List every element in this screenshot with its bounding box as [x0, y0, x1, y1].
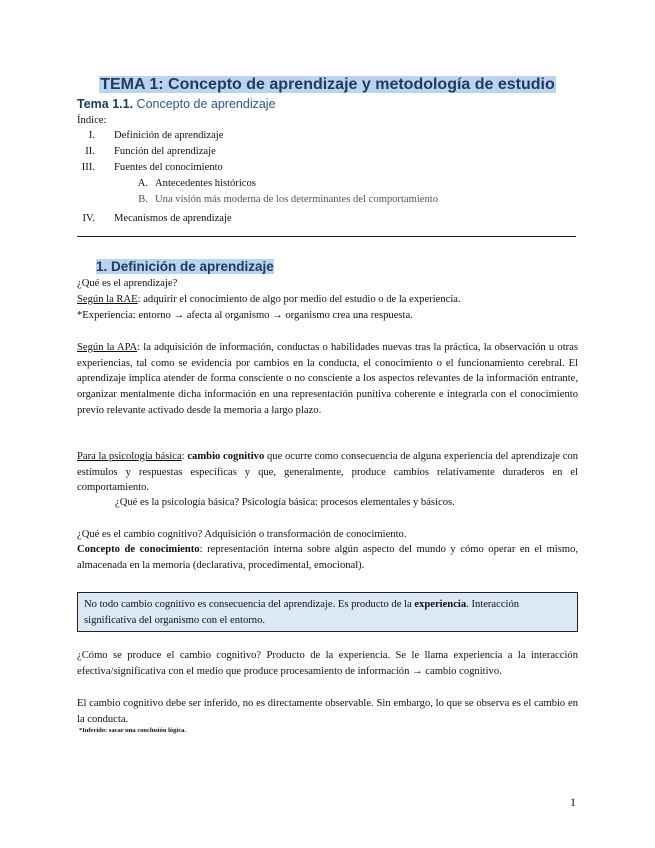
question-aprendizaje: ¿Qué es el aprendizaje? — [77, 278, 178, 289]
psico-question: ¿Qué es la psicología básica? Psicología básica: procesos elementales y básicos. — [115, 497, 455, 508]
index-num: III. — [81, 162, 95, 173]
apa-label: Según la APA — [77, 342, 138, 353]
index-item: Antecedentes históricos — [155, 178, 256, 189]
index-num: A. — [137, 178, 148, 189]
subtitle-label: Tema 1.1. — [77, 97, 134, 111]
psicologia-definition: Para la psicología básica: cambio cognitivo que ocurre como consecuencia de alguna experiencia del aprendizaje con estímulos y respuestas específicas y que, generalmente, produce cambios relativamente duraderos en el comportamiento. — [77, 451, 578, 494]
concepto-definition — [77, 542, 578, 573]
subtitle — [77, 97, 276, 111]
index-item: Mecanismos de aprendizaje — [114, 213, 232, 224]
page-title: TEMA 1: Concepto de aprendizaje y metodología de estudio — [100, 76, 555, 93]
rae-text: : adquirir el conocimiento de algo por medio del estudio o de la experiencia. — [137, 294, 461, 305]
subtitle-text: Concepto de aprendizaje — [136, 97, 276, 111]
como-paragraph: ¿Cómo se produce el cambio cognitivo? Producto de la experiencia. Se le llama experiencia a la interacción efectiva/significativa con el medio que produce procesamiento de información → cambio cognitivo. — [77, 650, 578, 677]
highlight-box: No todo cambio cognitivo es consecuencia del aprendizaje. Es producto de la experiencia. Interacción significativa del organismo con el entorno. — [77, 592, 578, 632]
inferido-paragraph: El cambio cognitivo debe ser inferido, no es directamente observable. Sin embargo, lo que se observa es el cambio en la conducta. — [77, 698, 578, 725]
experiencia-note: *Experiencia: entorno → afecta al organismo → organismo crea una respuesta. — [77, 310, 413, 321]
divider — [77, 236, 576, 237]
index-num: II. — [85, 146, 95, 157]
section-heading: 1. Definición de aprendizaje — [96, 259, 274, 274]
index-num: I. — [88, 130, 95, 141]
cambio-question: ¿Qué es el cambio cognitivo? Adquisición o transformación de conocimiento. — [77, 529, 407, 540]
concepto-label: Concepto de conocimiento — [77, 544, 200, 555]
rae-definition — [77, 293, 461, 307]
index-label: Índice: — [77, 115, 107, 126]
index-item: Función del aprendizaje — [114, 146, 216, 157]
index-num: B. — [138, 194, 148, 205]
box-bold: experiencia — [414, 599, 467, 610]
index-item: Una visión más moderna de los determinantes del comportamiento — [155, 194, 439, 205]
apa-definition — [77, 340, 578, 419]
apa-text: : la adquisición de información, conductas o habilidades nuevas tras la práctica, la observación u otras experiencias, tal como se evidencia por cambios en la conducta, el conocimiento o el funcionamiento cerebral. El aprendizaje implica atender de forma consciente o no consciente a los aspectos relevantes de la información entrante, organizar mentalmente dicha información en una representación punitiva coherente e integrarla con el conocimiento previo relevante activado desde la memoria a largo plazo. — [77, 342, 579, 416]
psico-text: que ocurre como consecuencia de alguna experiencia del aprendizaje con estímulos y respuestas específicas y que, generalmente, produce cambios relativamente duraderos en el comportamiento. — [77, 451, 578, 494]
footnote: *Inferido: sacar una conclusión lógica. — [79, 727, 186, 734]
psico-label: Para la psicología básica — [77, 451, 182, 462]
page-number: 1 — [570, 795, 576, 809]
psico-bold: cambio cognitivo — [187, 451, 265, 462]
concepto-text: : representación interna sobre algún aspecto del mundo y cómo operar en el mismo, almacenada en la memoria (declarativa, procedimental, emocional). — [77, 544, 579, 571]
index-item: Definición de aprendizaje — [114, 130, 224, 141]
index-item: Fuentes del conocimiento — [114, 162, 223, 173]
rae-label: Según la RAE — [77, 294, 138, 305]
index-num: IV. — [82, 213, 95, 224]
